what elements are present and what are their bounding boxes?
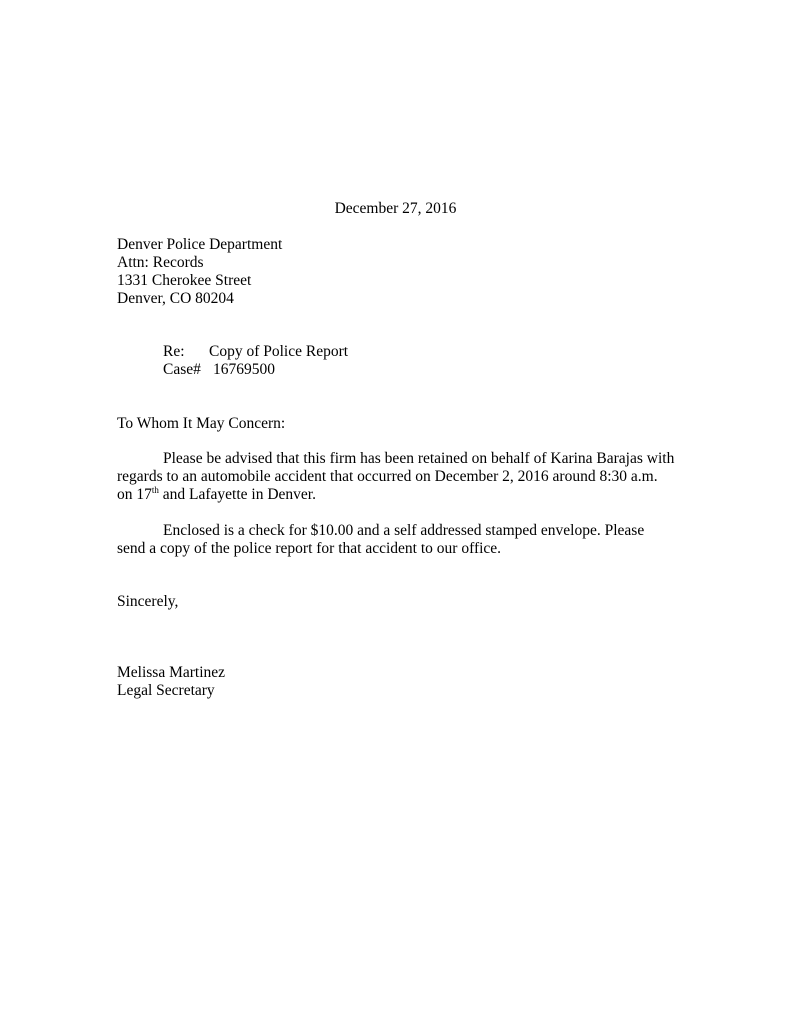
salutation: To Whom It May Concern: (117, 415, 286, 432)
recipient-name: Denver Police Department (117, 236, 283, 253)
closing: Sincerely, (117, 593, 179, 610)
signature-title: Legal Secretary (117, 682, 215, 699)
case-number: 16769500 (213, 361, 275, 378)
signature-name: Melissa Martinez (117, 664, 226, 681)
paragraph1-line3-post: and Lafayette in Denver. (158, 486, 316, 503)
paragraph2-line2: send a copy of the police report for that accident to our office. (117, 540, 502, 557)
recipient-street: 1331 Cherokee Street (117, 272, 252, 289)
re-label: Re: (163, 343, 185, 360)
paragraph1-line3 (117, 486, 316, 504)
letter-date: December 27, 2016 (334, 200, 457, 217)
recipient-attn: Attn: Records (117, 254, 204, 271)
case-label: Case# (163, 361, 201, 378)
recipient-city: Denver, CO 80204 (117, 290, 234, 307)
re-subject: Copy of Police Report (209, 343, 349, 360)
paragraph2-line1: Enclosed is a check for $10.00 and a self addressed stamped envelope. Please (163, 522, 645, 539)
paragraph1-line3-pre: on 17 (117, 486, 152, 503)
paragraph1-line1: Please be advised that this firm has been retained on behalf of Karina Barajas with (163, 450, 675, 467)
paragraph1-line3-sup: th (151, 485, 159, 495)
paragraph1-line2: regards to an automobile accident that occurred on December 2, 2016 around 8:30 a.m. (117, 468, 658, 485)
